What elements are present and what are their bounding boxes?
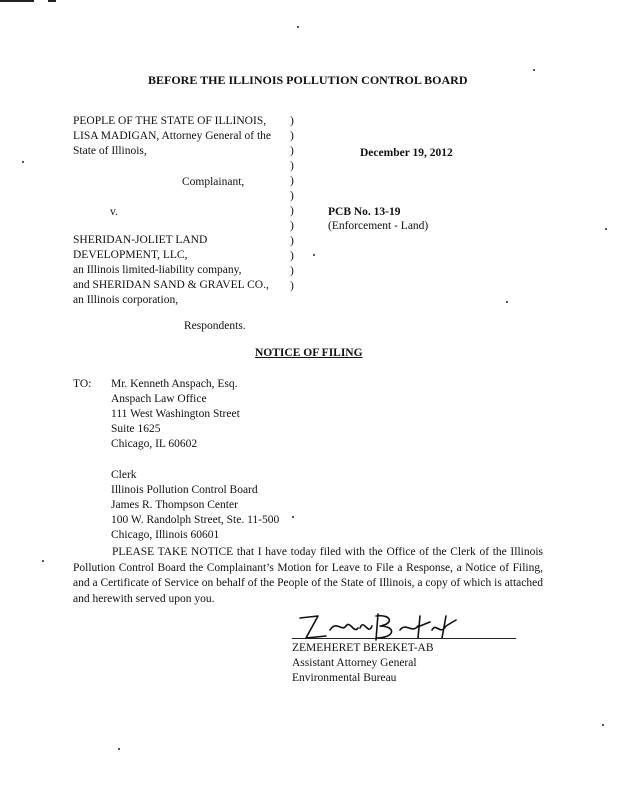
- caption-party-line: SHERIDAN-JOLIET LAND: [73, 234, 208, 246]
- recipient-line: Mr. Kenneth Anspach, Esq.: [111, 378, 238, 390]
- caption-party-line: an Illinois limited-liability company,: [73, 264, 242, 276]
- caption-party-line: LISA MADIGAN, Attorney General of the: [73, 130, 272, 142]
- caption-paren: ): [290, 205, 294, 217]
- caption-party-line: an Illinois corporation,: [73, 294, 179, 306]
- caption-paren: ): [290, 175, 294, 187]
- scan-speck: [506, 301, 508, 303]
- caption-party-line: and SHERIDAN SAND & GRAVEL CO.,: [73, 279, 269, 291]
- scan-speck: [292, 516, 294, 518]
- scan-speck: [118, 748, 120, 750]
- caption-party-line: DEVELOPMENT, LLC,: [73, 249, 188, 261]
- filing-date: December 19, 2012: [360, 147, 453, 159]
- scan-speck: [605, 228, 607, 230]
- signer-name: ZEMEHERET BEREKET-AB: [292, 642, 434, 654]
- notice-title: NOTICE OF FILING: [255, 347, 363, 359]
- scan-speck: [602, 724, 604, 726]
- recipient-line: James R. Thompson Center: [111, 499, 238, 511]
- caption-paren: ): [290, 145, 294, 157]
- caption-paren: ): [290, 220, 294, 232]
- recipient-line: Clerk: [111, 469, 137, 481]
- caption-party-line: State of Illinois,: [73, 145, 147, 157]
- scan-mark: [0, 0, 34, 2]
- recipient-line: Illinois Pollution Control Board: [111, 484, 258, 496]
- court-heading: BEFORE THE ILLINOIS POLLUTION CONTROL BOARD: [148, 73, 468, 87]
- recipient-line: 111 West Washington Street: [111, 408, 240, 420]
- case-type: (Enforcement - Land): [328, 220, 429, 232]
- recipient-line: Chicago, IL 60602: [111, 438, 198, 450]
- scan-speck: [22, 161, 24, 163]
- caption-paren: ): [290, 160, 294, 172]
- scan-mark: [48, 0, 56, 2]
- recipient-line: Anspach Law Office: [111, 393, 207, 405]
- caption-paren: ): [290, 235, 294, 247]
- caption-paren: ): [290, 190, 294, 202]
- caption-paren: ): [290, 265, 294, 277]
- to-label: TO:: [73, 378, 92, 390]
- scan-speck: [313, 254, 315, 256]
- recipient-line: Suite 1625: [111, 423, 161, 435]
- scan-speck: [42, 560, 44, 562]
- signature-line: [292, 638, 516, 639]
- notice-paragraph: [73, 545, 543, 607]
- caption-paren: ): [290, 115, 294, 127]
- signer-title: Assistant Attorney General: [292, 657, 417, 669]
- scan-speck: [533, 69, 535, 71]
- case-number: PCB No. 13-19: [328, 206, 401, 218]
- caption-paren: ): [290, 250, 294, 262]
- caption-respondents: Respondents.: [184, 320, 246, 332]
- recipient-line: 100 W. Randolph Street, Ste. 11-500: [111, 514, 280, 526]
- recipient-line: Chicago, Illinois 60601: [111, 529, 220, 541]
- caption-paren: ): [290, 280, 294, 292]
- caption-party-line: PEOPLE OF THE STATE OF ILLINOIS,: [73, 115, 267, 127]
- caption-versus: v.: [110, 206, 118, 218]
- notice-paragraph-text: PLEASE TAKE NOTICE that I have today filed with the Office of the Clerk of the Illinois Pollution Control Board the Complainant’s Motion for Leave to File a Response, a Notice of Filing, and a Certificate of Service on behalf of the People of the State of Illinois, a copy of which is attached and herewith served upon you.: [73, 546, 543, 605]
- caption-paren: ): [290, 130, 294, 142]
- caption-complainant: Complainant,: [182, 176, 245, 188]
- signer-bureau: Environmental Bureau: [292, 672, 397, 684]
- scan-speck: [297, 26, 299, 28]
